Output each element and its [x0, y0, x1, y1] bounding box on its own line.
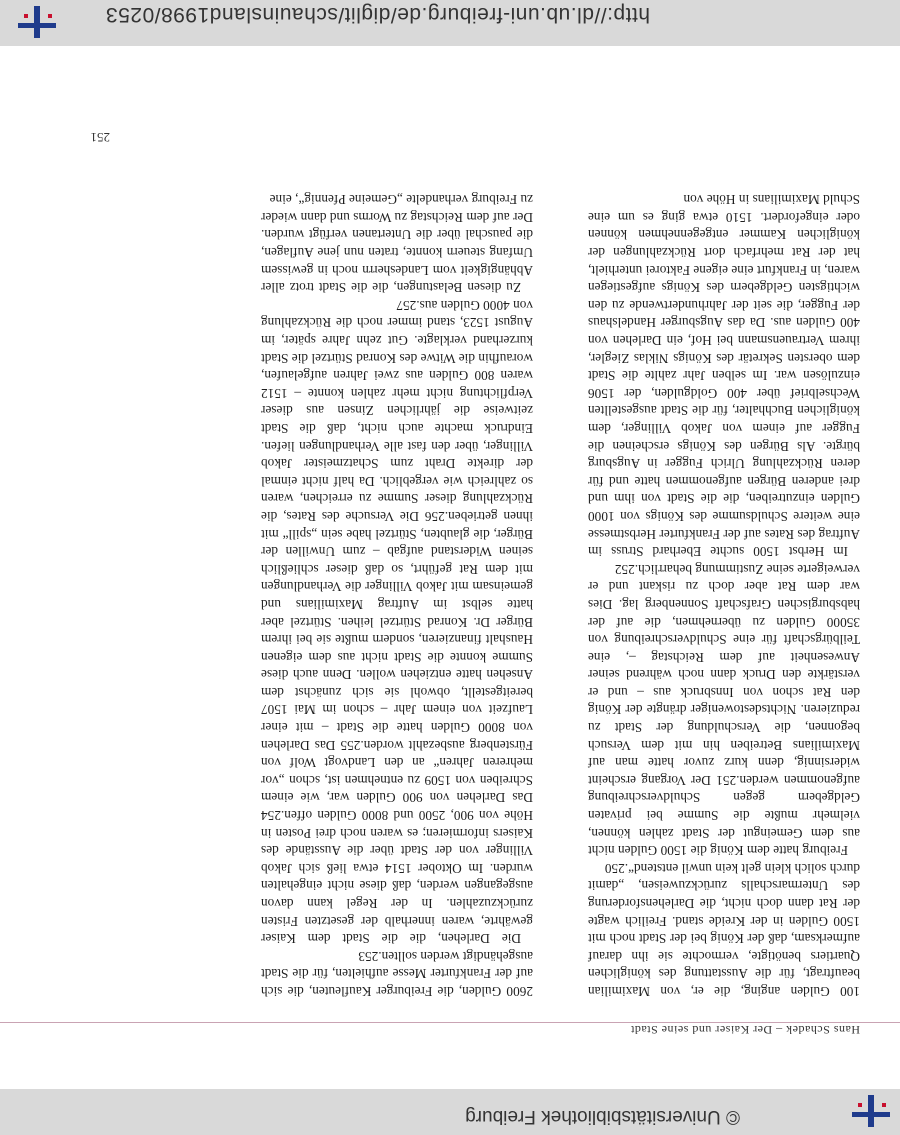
source-url-link[interactable]: http://dl.ub.uni-freiburg.de/diglit/schauinsland1998/0253	[105, 3, 650, 26]
library-logo-icon	[848, 1091, 896, 1131]
paragraph: Im Herbst 1500 suchte Eberhard Struss im Auftrag des Rates auf der Frankfurter Herbstmesse eine weitere Schuldsumme des Königs von 1000 Gulden einzutreiben, die die Stadt von ihm und drei anderen Bürgen aufgenommen hatte und für deren Rückzahlung Ulrich Fugger in Augsburg bürgte. Als Bürgen des Königs erscheinen die Fugger auf einem von Jakob Villinger, dem königlichen Buchhalter, für die Stadt ausgestellten Wechselbrief über 400 Goldgulden, der 1506 einzulösen war. Im selben Jahr zahlte die Stadt dem obersten Sekretär des Königs Niklas Ziegler, ihrem Vertrauensmann bei Hof, ein Darlehen von 400 Gulden aus. Da das Augsburger Handelshaus der Fugger, die seit der Jahrhundertwende zu den wichtigsten Geldgebern des Königs aufgestiegen waren, in Frankfurt eine eigene Faktorei unterhielt, hat der Rat mehrfach dort Rückzahlungen der königlichen Kammer entgegennehmen können oder eingefordert. 1510 etwa ging es um eine Schuld Maximilians in Höhe von	[588, 192, 860, 560]
paragraph: Die Darlehen, die die Stadt dem Kaiser gewährte, waren innerhalb der gesetzten Fristen zurückzuzahlen. In der Regel kann davon ausgegangen werden, daß diese nicht eingehalten wurden. Im Oktober 1514 etwa ließ sich Jakob Villinger von der Stadt über die Ausstände des Kaisers informieren; es waren noch drei Posten in Höhe von 900, 2500 und 8000 Gulden offen.254 Das Darlehen von 900 Gulden war, wie einem Schreiben von 1509 zu entnehmen ist, schon „vor mehreren Jahren“ an den Landvogt Wolf von Fürstenberg ausbezahlt worden.255 Das Darlehen von 8000 Gulden hatte die Stadt – mit einer Laufzeit von einem Jahr – schon im Mai 1507 bereitgestellt, obwohl sie sich zunächst dem Ansehen hatte entziehen wollen. Denn auch diese Summe konnte die Stadt nicht aus dem eigenen Haushalt finanzieren, sondern mußte sie bei ihrem Bürger Dr. Konrad Stürtzel leihen. Stürtzel aber hatte selbst im Auftrag Maximilians und gemeinsam mit Jakob Villinger die Verhandlungen mit dem Rat geführt, so daß dieser schließlich seinen Widerstand aufgab – zum Unwillen der Bürger, die glaubten, Stürtzel habe sein „spill“ mit ihnen getrieben.256 Die Versuche des Rates, die Rückzahlung dieser Summe zu erreichen, waren so zahlreich wie vergeblich. Da half nicht einmal der direkte Draht zum Schatzmeister Jakob Villinger, über den fast alle Verhandlungen liefen. Eindruck machte auch nicht, daß die Stadt zeitweise die jährlichen Zinsen aus dieser Verpflichtung nicht mehr zahlen konnte – 1512 waren 800 Gulden aus zwei Jahren aufgelaufen, woraufhin die Witwe des Konrad Stürtzel die Stadt kurzerhand verklagte. Gut zehn Jahre später, im August 1523, stand immer noch die Rückzahlung von 4000 Gulden aus.257	[261, 297, 533, 947]
text-column-left	[588, 191, 860, 1000]
paragraph: Freiburg hatte dem König die 1500 Gulden nicht aus dem Gemeingut der Stadt zahlen können, vielmehr mußte die Summe bei privaten Geldgebern gegen Schuldverschreibung aufgenommen werden.251 Der Vorgang erscheint widersinnig, denn kurz zuvor hatte man auf Maximilians Betreiben hin mit dem Versuch begonnen, die Verschuldung der Stadt zu reduzieren. Nichtsdestoweniger drängte der König den Rat schon von Innsbruck aus – und er verstärkte den Druck dann noch während seiner Anwesenheit auf dem Reichstag –, eine Teilbürgschaft für eine Schuldverschreibung von 35000 Gulden zu übernehmen, die auf der habsburgischen Grafschaft Sonnenberg lag. Dies war dem Rat aber doch zu riskant und er verweigerte seine Zustimmung beharrlich.252	[588, 561, 860, 859]
library-logo-icon	[14, 2, 62, 42]
page-number: 251	[90, 130, 110, 145]
header-rule	[0, 1022, 900, 1023]
paragraph: Zu diesen Belastungen, die die Stadt trotz aller Abhängigkeit vom Landesherrn noch in gewissem Umfang steuern konnte, traten nun jene Auflagen, die pauschal über die Untertanen verfügt wurden. Der auf dem Reichstag zu Worms und dann wieder zu Freiburg verhandelte „Gemeine Pfennig“, eine	[261, 192, 533, 296]
paragraph: 100 Gulden anging, die er, von Maximilian beauftragt, für die Ausstattung des königlichen Quartiers benötigte, vermochte sie ihn darauf aufmerksam, daß der König bei der Stadt noch mit 1500 Gulden in der Kreide stand. Freilich wagte der Rat dann doch nicht, die Darlehensforderung des Untermarschalls zurückzuweisen, „damit durch solich klein gelt kein unwil entstend“.250	[588, 860, 860, 999]
footer-bar	[0, 0, 900, 46]
header-copyright: © Universitätsbibliothek Freiburg	[465, 1106, 740, 1127]
paragraph: 2600 Gulden, die Freiburger Kaufleuten, die sich auf der Frankfurter Messe aufhielten, für die Stadt ausgehändigt werden sollten.253	[261, 948, 533, 999]
text-column-right	[261, 191, 533, 1000]
header-bar	[0, 1089, 900, 1135]
running-head: Hans Schadek – Der Kaiser und seine Stadt	[630, 1023, 860, 1037]
